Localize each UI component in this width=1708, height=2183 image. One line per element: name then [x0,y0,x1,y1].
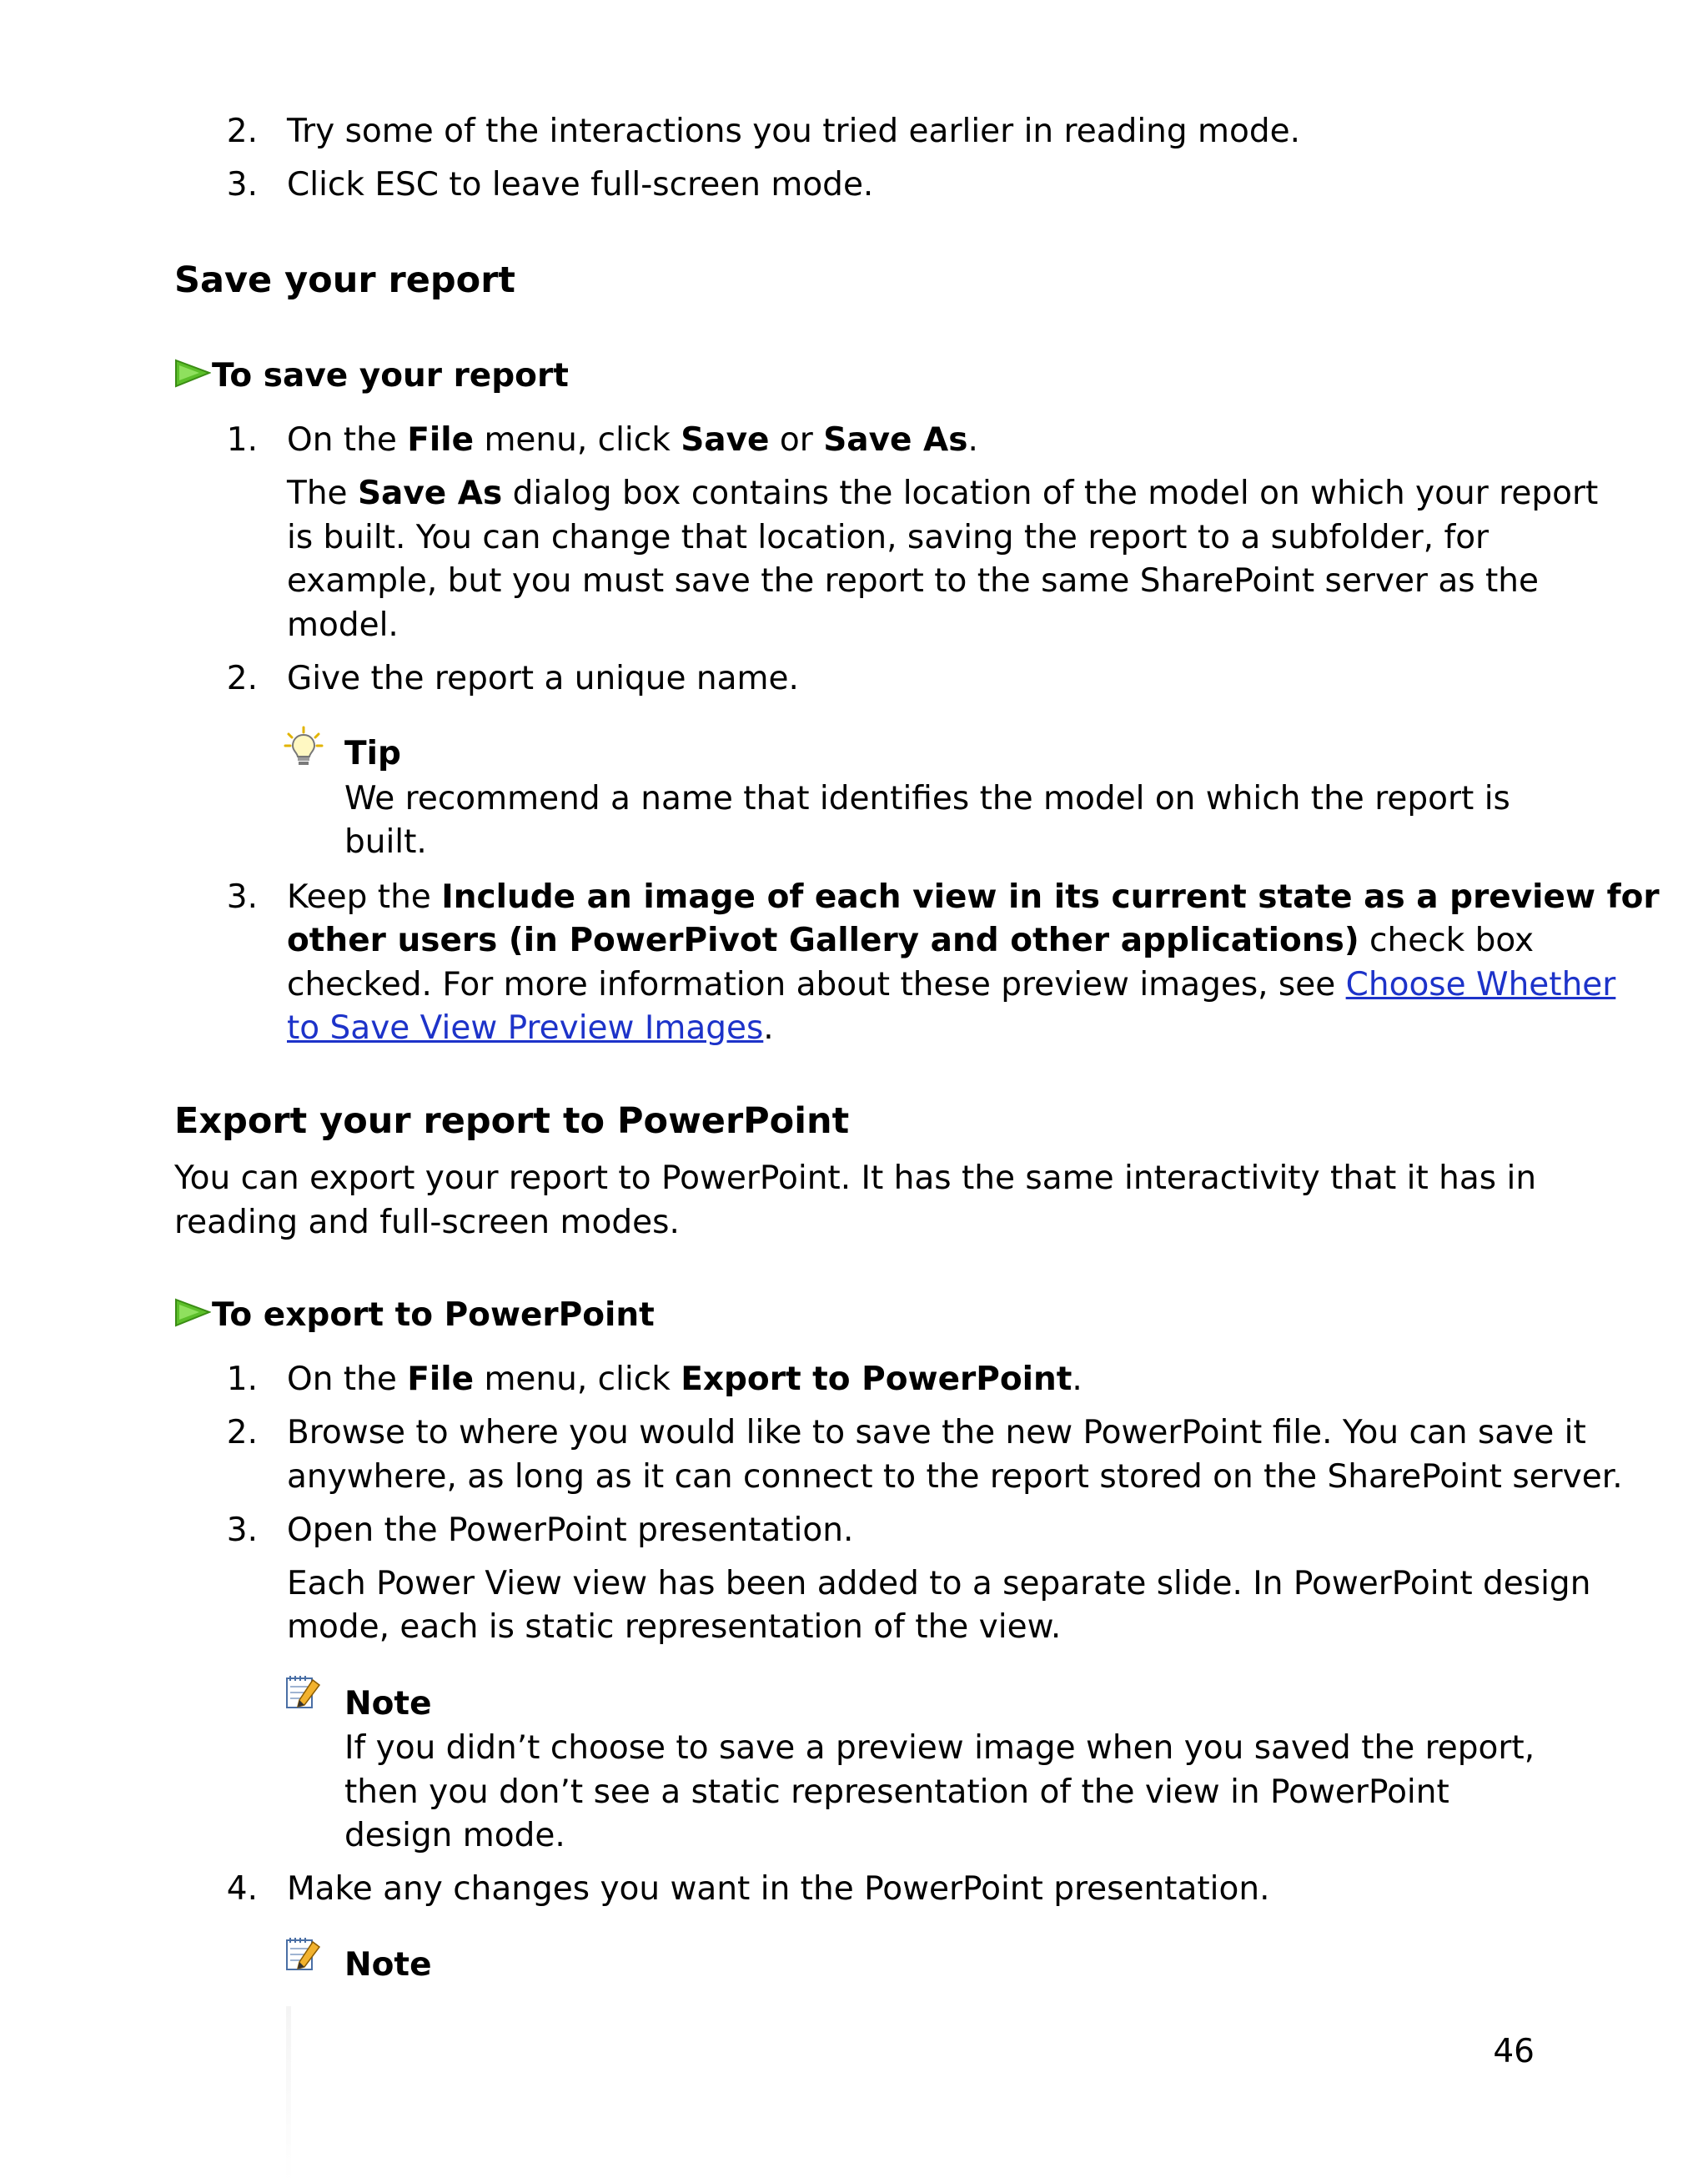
step-text: other users (in PowerPivot Gallery and other applications) check box [287,922,1535,959]
step-number: 3. [226,166,258,204]
step-text: anywhere, as long as it can connect to the report stored on the SharePoint server. [287,1458,1623,1496]
note-label: Note [344,1685,432,1723]
step-text: On the File menu, click Export to PowerPoint. [287,1361,1083,1398]
step-number: 1. [226,1361,258,1398]
save-view-preview-images-link[interactable]: to Save View Preview Images [287,1009,764,1047]
step-text: Keep the Include an image of each view in its current state as a preview for [287,878,1660,916]
step-description: Each Power View view has been added to a separate slide. In PowerPoint design [287,1565,1591,1602]
step-number: 2. [226,1414,258,1451]
note-text: If you didn’t choose to save a preview image when you saved the report, [344,1729,1535,1767]
procedure-arrow-icon [174,1298,211,1328]
step-description: model. [287,606,399,644]
step-text: Open the PowerPoint presentation. [287,1512,854,1549]
step-number: 3. [226,878,258,916]
step-number: 2. [226,660,258,697]
step-text: Give the report a unique name. [287,660,799,697]
step-number: 1. [226,421,258,459]
section-heading-export: Export your report to PowerPoint [174,1100,850,1142]
tip-text: We recommend a name that identifies the model on which the report is [344,780,1510,817]
step-number: 4. [226,1870,258,1908]
tip-text: built. [344,823,427,861]
note-icon [284,1935,323,1972]
note-shading [286,2006,291,2183]
page-number: 46 [1493,2033,1535,2070]
note-label: Note [344,1946,432,1984]
step-number: 2. [226,113,258,150]
step-description: example, but you must save the report to the same SharePoint server as the [287,562,1539,600]
lightbulb-icon [284,726,324,767]
choose-whether-link[interactable]: Choose Whether [1345,966,1616,1003]
step-text: Click ESC to leave full-screen mode. [287,166,874,204]
note-text: then you don’t see a static representation of the view in PowerPoint [344,1773,1449,1811]
section-intro: You can export your report to PowerPoint. It has the same interactivity that it has in [174,1159,1537,1197]
step-text: to Save View Preview Images. [287,1009,774,1047]
step-description: The Save As dialog box contains the location of the model on which your report [287,475,1599,512]
step-description: mode, each is static representation of the view. [287,1608,1062,1646]
section-intro: reading and full-screen modes. [174,1204,680,1241]
step-text: Make any changes you want in the PowerPoint presentation. [287,1870,1270,1908]
procedure-title-save: To save your report [212,357,569,395]
note-text: design mode. [344,1817,565,1854]
note-icon [284,1673,323,1710]
step-number: 3. [226,1512,258,1549]
step-text: checked. For more information about these preview images, see Choose Whether [287,966,1616,1003]
tip-label: Tip [344,735,401,772]
step-text: Browse to where you would like to save the new PowerPoint file. You can save it [287,1414,1586,1451]
step-text: Try some of the interactions you tried earlier in reading mode. [287,113,1301,150]
procedure-title-export: To export to PowerPoint [212,1296,655,1334]
section-heading-save: Save your report [174,259,515,301]
step-description: is built. You can change that location, saving the report to a subfolder, for [287,519,1489,556]
step-text: On the File menu, click Save or Save As. [287,421,978,459]
procedure-arrow-icon [174,359,211,389]
